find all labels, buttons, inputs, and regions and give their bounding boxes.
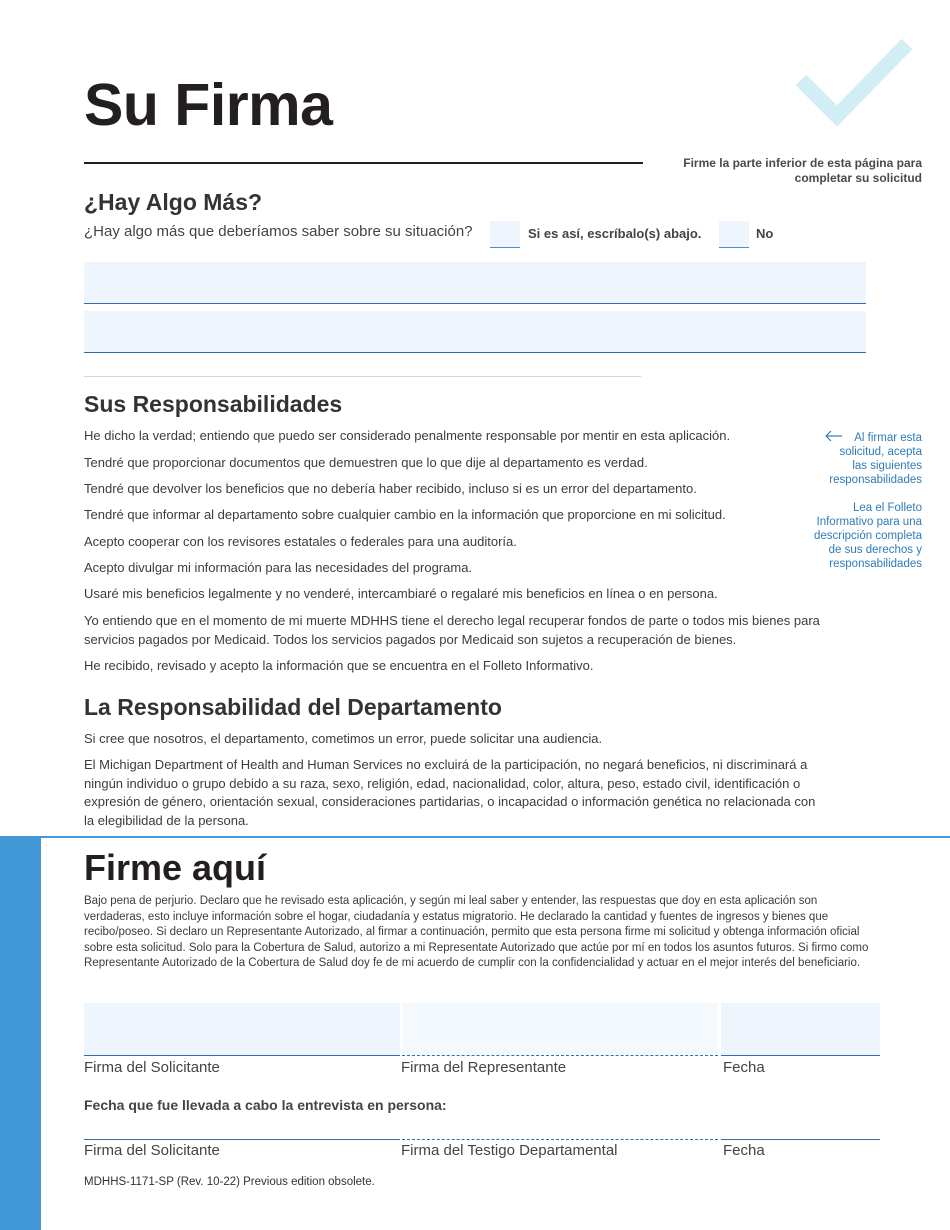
details-input-line-1[interactable] <box>84 262 866 304</box>
date-label: Fecha <box>723 1059 765 1076</box>
anything-else-heading: ¿Hay Algo Más? <box>84 189 263 215</box>
anything-else-question: ¿Hay algo más que deberíamos saber sobre su situación? <box>84 223 473 240</box>
yes-checkbox[interactable] <box>490 221 520 248</box>
witness-signature-line[interactable] <box>402 1139 718 1140</box>
responsibility-item: Acepto cooperar con los revisores estatales o federales para una auditoría. <box>84 534 517 549</box>
signature-section-sidebar <box>0 836 41 1230</box>
witness-signature-label: Firma del Testigo Departamental <box>401 1142 618 1159</box>
responsibility-item: He dicho la verdad; entiendo que puedo ser considerado penalmente responsable por mentir en esta aplicación. <box>84 428 731 443</box>
responsibility-item: Acepto divulgar mi información para las necesidades del programa. <box>84 560 473 575</box>
responsibility-item: Tendré que devolver los beneficios que no debería haber recibido, incluso si es un error del departamento. <box>84 481 697 496</box>
sign-instruction-note: Firme la parte inferior de esta página para completar su solicitud <box>683 156 922 185</box>
page-title: Su Firma <box>84 72 333 138</box>
details-input-line-2[interactable] <box>84 311 866 353</box>
representative-signature-field[interactable] <box>402 1003 718 1055</box>
no-checkbox-label: No <box>756 226 774 241</box>
section-divider <box>84 376 641 377</box>
applicant-signature-field[interactable] <box>84 1003 400 1055</box>
responsibility-item: Usaré mis beneficios legalmente y no venderé, intercambiaré o regalaré mis beneficios en línea o en persona. <box>84 586 718 601</box>
no-checkbox[interactable] <box>719 221 749 248</box>
date-line-2[interactable] <box>721 1139 880 1140</box>
responsibility-item: Yo entiendo que en el momento de mi muerte MDHHS tiene el derecho legal recuperar fondos de parte o todos mis bienes para servicios pagados por Medicaid. Todos los servicios pagados por Medicaid son sujetos a recuperación de bienes. <box>84 613 820 647</box>
signature-section-border <box>0 836 950 838</box>
department-paragraph-1: Si cree que nosotros, el departamento, cometimos un error, puede solicitar una audiencia. <box>84 731 603 746</box>
checkmark-icon <box>795 38 915 130</box>
read-booklet-note: Lea el Folleto Informativo para una descripción completa de sus derechos y responsabilidades <box>813 502 922 570</box>
department-heading: La Responsabilidad del Departamento <box>84 694 502 720</box>
title-divider <box>84 162 643 164</box>
yes-checkbox-label: Si es así, escríbalo(s) abajo. <box>528 226 702 241</box>
responsibilities-heading: Sus Responsabilidades <box>84 391 343 417</box>
department-paragraph-2: El Michigan Department of Health and Human Services no excluirá de la participación, no negará beneficios, ni discriminará a ningún individuo o grupo debido a su raza, sexo, religión, edad, nacionalidad, color, altura, peso, estado civil, identificación o expresión de género, orientación sexual, consideraciones partidarias, o incapacidad o información genética no relacionada con la elegibilidad de la persona. <box>84 757 816 828</box>
accept-responsibilities-note: Al firmar esta solicitud, acepta las siguientes responsabilidades <box>829 432 922 486</box>
interview-date-label: Fecha que fue llevada a cabo la entrevista en persona: <box>84 1097 447 1113</box>
date-label-2: Fecha <box>723 1142 765 1159</box>
applicant-signature-label-2: Firma del Solicitante <box>84 1142 220 1159</box>
applicant-signature-label: Firma del Solicitante <box>84 1059 220 1076</box>
form-id: MDHHS-1171-SP (Rev. 10-22) Previous edition obsolete. <box>84 1176 375 1188</box>
responsibility-item: Tendré que proporcionar documentos que demuestren que lo que dije al departamento es verdad. <box>84 455 648 470</box>
date-line <box>721 1055 880 1056</box>
representative-signature-line <box>402 1055 718 1056</box>
date-field[interactable] <box>721 1003 880 1055</box>
perjury-statement: Bajo pena de perjurio. Declaro que he revisado esta aplicación, y según mi leal saber y entender, las respuestas que doy en esta aplicación son verdaderas, esto incluye información sobre el hogar, ciudadanía y estatus migratorio. He declarado la cantidad y fuentes de ingresos y bienes que recibo/poseo. Si declaro un Representante Autorizado, al firmar a continuación, permito que esta persona firme mi solicitud y obtenga información oficial sobre esta solicitud. Solo para la Cobertura de Salud, autorizo a mi Representate Autorizado que actúe por mí en todos los asuntos futuros. Si firmo como Representante Autorizado de la Cobertura de Salud doy fe de mi acuerdo de cumplir con la confidencialidad y actuar en el mejor interés del beneficiario. <box>84 895 869 969</box>
responsibility-item: Tendré que informar al departamento sobre cualquier cambio en la información que proporcione en mi solicitud. <box>84 507 726 522</box>
sign-here-heading: Firme aquí <box>84 847 267 888</box>
applicant-signature-line <box>84 1055 400 1056</box>
responsibility-item: He recibido, revisado y acepto la información que se encuentra en el Folleto Informativo. <box>84 658 594 673</box>
applicant-signature-line-2[interactable] <box>84 1139 400 1140</box>
representative-signature-label: Firma del Representante <box>401 1059 567 1076</box>
